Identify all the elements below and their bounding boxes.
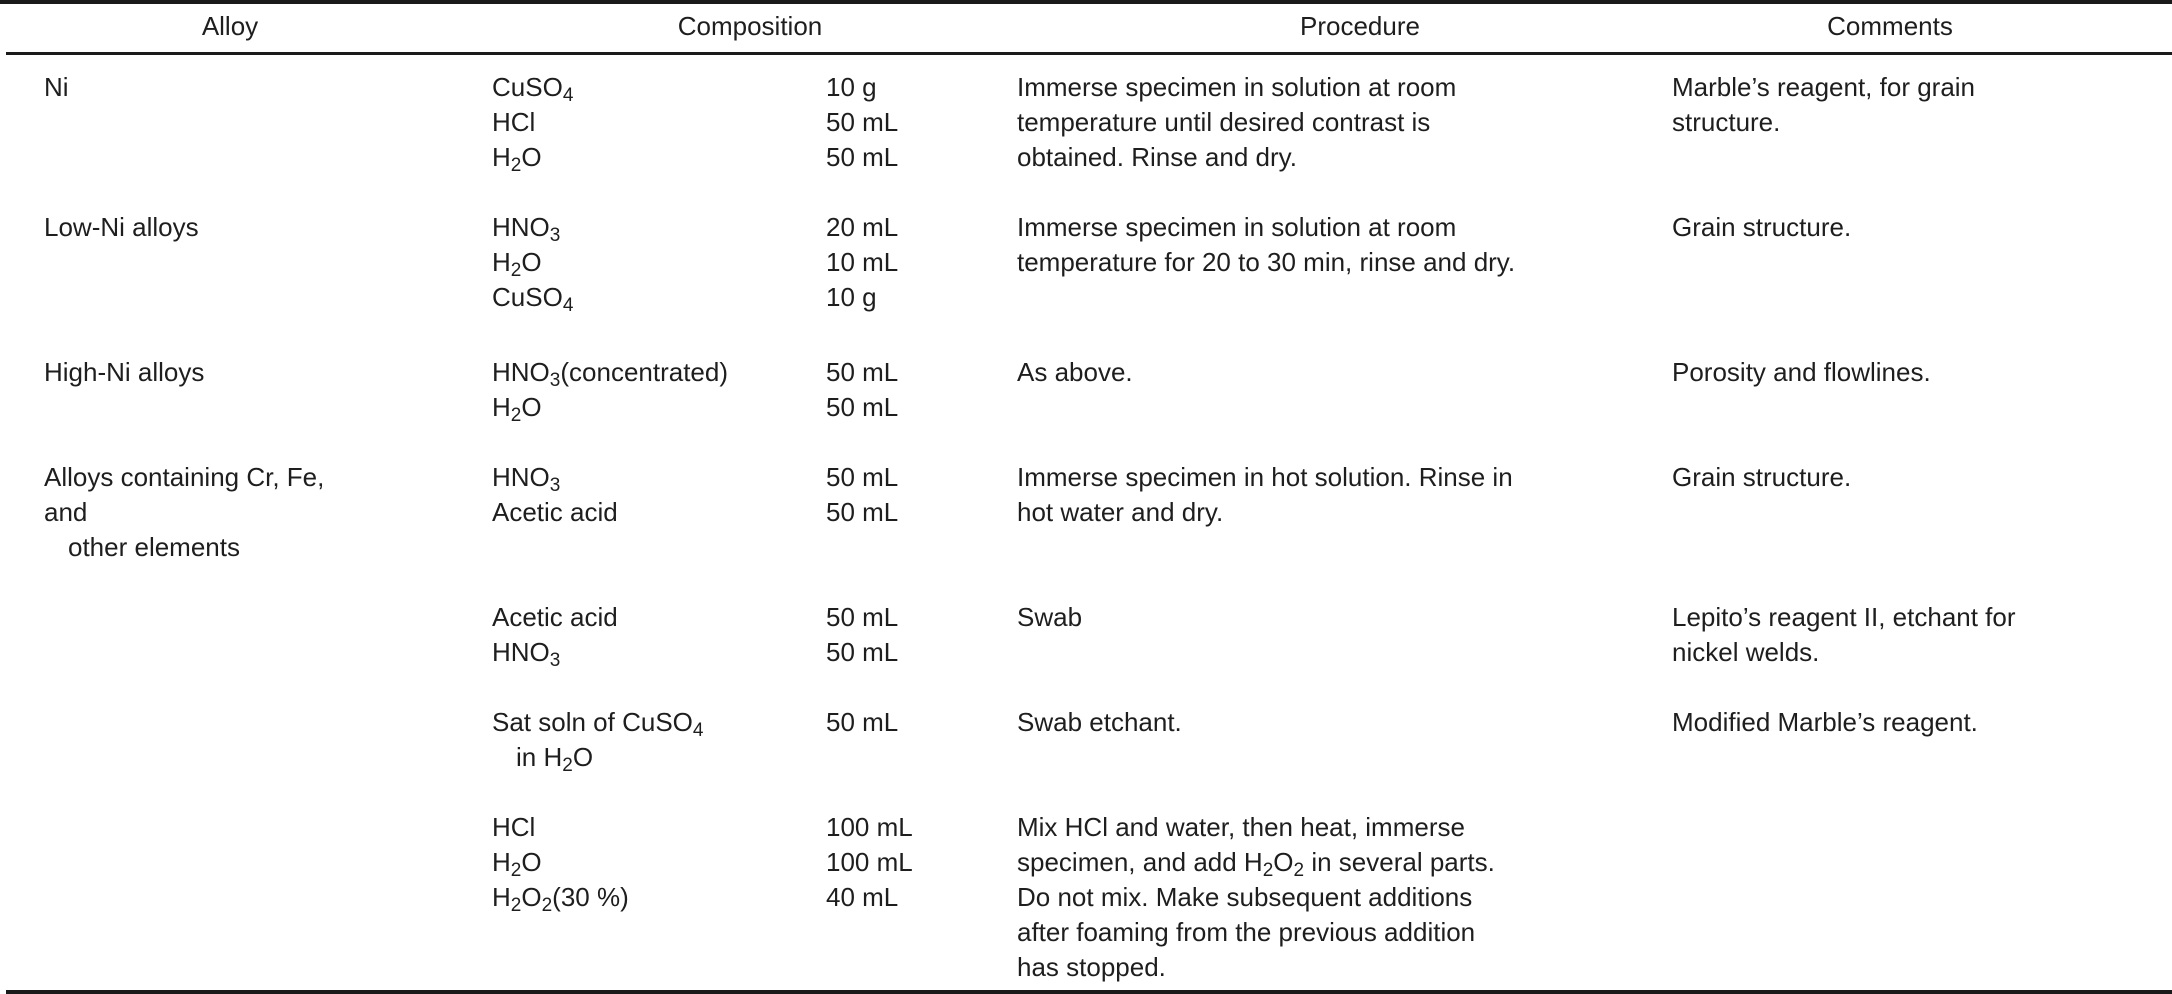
reagent-line: Acetic acid — [492, 497, 618, 527]
procedure-line: As above. — [1017, 357, 1133, 387]
amount-line: 50 mL — [826, 142, 899, 172]
amount-line: 40 mL — [826, 882, 899, 912]
reagent-cell — [492, 460, 618, 530]
amount-cell — [826, 810, 913, 915]
amount-line: 10 mL — [826, 247, 899, 277]
header-comments: Comments — [1827, 11, 1953, 41]
alloy-cell — [44, 70, 69, 105]
amount-line: 100 mL — [826, 812, 913, 842]
comments-line: Modified Marble’s reagent. — [1672, 707, 1978, 737]
procedure-line: Immerse specimen in solution at room — [1017, 212, 1457, 242]
reagent-cell — [492, 355, 728, 425]
procedure-cell — [1017, 810, 1495, 985]
comments-cell — [1672, 70, 1975, 140]
comments-line: Grain structure. — [1672, 462, 1852, 492]
procedure-line: Mix HCl and water, then heat, immerse — [1017, 812, 1465, 842]
amount-line: 50 mL — [826, 392, 899, 422]
amount-cell — [826, 355, 898, 425]
amount-line: 10 g — [826, 72, 877, 102]
amount-cell — [826, 705, 898, 775]
alloy-cell — [44, 355, 204, 390]
comments-line: structure. — [1672, 107, 1781, 137]
comments-cell — [1672, 210, 1851, 245]
alloy-cell — [44, 460, 324, 565]
procedure-line: temperature for 20 to 30 min, rinse and dry. — [1017, 247, 1516, 277]
procedure-line: temperature until desired contrast is — [1017, 107, 1431, 137]
alloy-cell — [44, 210, 199, 245]
reagent-line: HCl — [492, 812, 536, 842]
comments-cell — [1672, 355, 1931, 390]
reagent-line: CuSO$_4$ — [492, 72, 574, 106]
reagent-line: $H_2O$ — [492, 247, 542, 281]
procedure-cell — [1017, 70, 1456, 175]
reagent-line: $H_2O$ — [492, 392, 542, 426]
reagent-line: $HNO_3$ — [492, 462, 561, 496]
header-composition: Composition — [677, 11, 823, 41]
comments-line: Marble’s reagent, for grain — [1672, 72, 1976, 102]
amount-cell — [826, 70, 898, 175]
comments-line: nickel welds. — [1672, 637, 1820, 667]
comments-cell — [1672, 460, 1851, 495]
alloy-line: Low-Ni alloys — [44, 212, 199, 242]
reagent-line: $HNO_3$ — [492, 637, 561, 671]
amount-line: 50 mL — [826, 357, 899, 387]
alloy-line: other elements — [68, 532, 240, 562]
table-bottom-rule — [6, 990, 2172, 994]
reagent-cell — [492, 810, 629, 915]
alloy-line: Alloys containing Cr, Fe, — [44, 462, 325, 492]
reagent-line: CuSO$_4$ — [492, 282, 574, 316]
procedure-cell — [1017, 210, 1515, 280]
amount-cell — [826, 600, 898, 670]
amount-line: 50 mL — [826, 107, 899, 137]
procedure-line: Do not mix. Make subsequent additions — [1017, 882, 1473, 912]
reagent-line: $HNO_3(concentrated)$ — [492, 357, 729, 391]
amount-cell — [826, 460, 898, 530]
amount-line — [826, 740, 898, 775]
procedure-line: Immerse specimen in hot solution. Rinse in — [1017, 462, 1513, 492]
amount-line: 50 mL — [826, 462, 899, 492]
alloy-line: and — [44, 497, 88, 527]
procedure-line: Immerse specimen in solution at room — [1017, 72, 1457, 102]
comments-cell — [1672, 705, 1978, 740]
table-top-rule — [0, 0, 2172, 4]
amount-line: 50 mL — [826, 707, 899, 737]
procedure-line: has stopped. — [1017, 952, 1166, 982]
comments-line: Porosity and flowlines. — [1672, 357, 1931, 387]
amount-line: 50 mL — [826, 497, 899, 527]
procedure-cell — [1017, 600, 1082, 635]
amount-line: 100 mL — [826, 847, 913, 877]
reagent-line: in $H_2O$ — [516, 742, 594, 776]
reagent-line: $H_2O$ — [492, 847, 542, 881]
reagent-line: HCl — [492, 107, 536, 137]
procedure-cell — [1017, 460, 1513, 530]
procedure-line: obtained. Rinse and dry. — [1017, 142, 1297, 172]
header-alloy: Alloy — [201, 11, 259, 41]
procedure-cell — [1017, 705, 1182, 740]
procedure-line: hot water and dry. — [1017, 497, 1224, 527]
amount-line: 10 g — [826, 282, 877, 312]
reagent-cell — [492, 70, 573, 175]
procedure-line: specimen, and add $H_2O_2$ in several parts. — [1017, 847, 1495, 881]
comments-cell — [1672, 600, 2016, 670]
reagent-line: $H_2O$ — [492, 142, 542, 176]
procedure-line: Swab etchant. — [1017, 707, 1182, 737]
procedure-cell — [1017, 355, 1133, 390]
procedure-line: Swab — [1017, 602, 1083, 632]
alloy-line: Ni — [44, 72, 69, 102]
comments-line: Grain structure. — [1672, 212, 1852, 242]
amount-cell — [826, 210, 898, 315]
reagent-cell — [492, 705, 703, 775]
reagent-line: $H_2O_2(30$ %) — [492, 882, 629, 916]
reagent-cell — [492, 210, 573, 315]
procedure-line: after foaming from the previous addition — [1017, 917, 1476, 947]
amount-line: 50 mL — [826, 602, 899, 632]
alloy-line: High-Ni alloys — [44, 357, 205, 387]
reagent-line: $HNO_3$ — [492, 212, 561, 246]
comments-line: Lepito’s reagent II, etchant for — [1672, 602, 2016, 632]
reagent-line: Sat soln of CuSO$_4$ — [492, 707, 704, 741]
header-procedure: Procedure — [1300, 11, 1420, 41]
reagent-cell — [492, 600, 618, 670]
amount-line: 20 mL — [826, 212, 899, 242]
header-rule — [6, 52, 2172, 55]
reagent-line: Acetic acid — [492, 602, 618, 632]
amount-line: 50 mL — [826, 637, 899, 667]
